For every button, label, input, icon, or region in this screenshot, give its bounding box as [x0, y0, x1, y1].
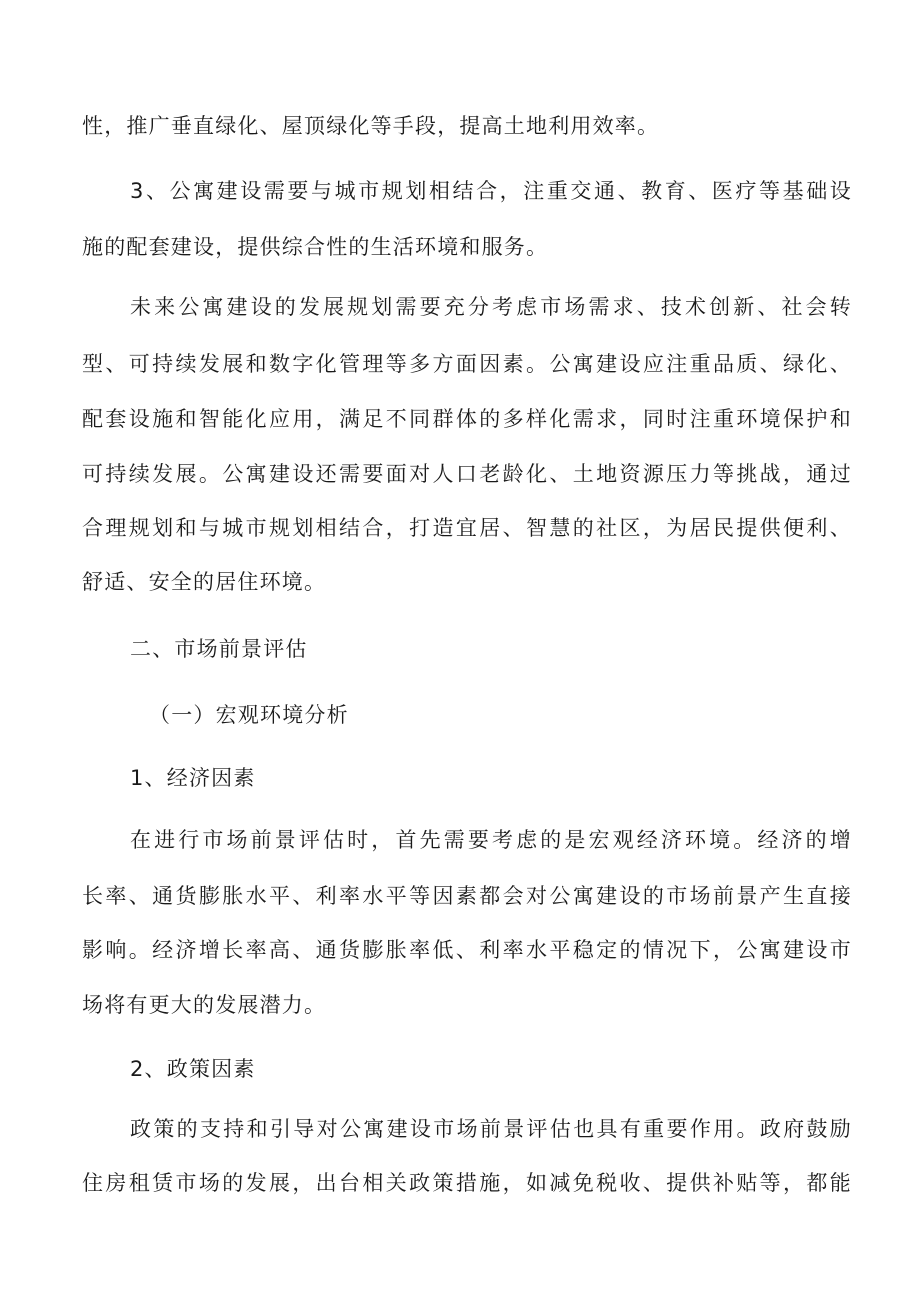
paragraph-line: 配套设施和智能化应用，满足不同群体的多样化需求，同时注重环境保护和: [82, 407, 852, 431]
paragraph-line: 未来公寓建设的发展规划需要充分考虑市场需求、技术创新、社会转: [130, 295, 852, 319]
paragraph-line: 影响。经济增长率高、通货膨胀率低、利率水平稳定的情况下，公寓建设市: [82, 938, 852, 962]
paragraph-line: 性，推广垂直绿化、屋顶绿化等手段，提高土地利用效率。: [82, 114, 660, 138]
paragraph-line: 长率、通货膨胀水平、利率水平等因素都会对公寓建设的市场前景产生直接: [82, 884, 852, 908]
paragraph-line: 场将有更大的发展潜力。: [82, 993, 327, 1017]
paragraph-line: 合理规划和与城市规划相结合，打造宜居、智慧的社区，为居民提供便利、: [82, 516, 852, 540]
subsection-heading: （一）宏观环境分析: [149, 703, 349, 727]
paragraph-line: 在进行市场前景评估时，首先需要考虑的是宏观经济环境。经济的增: [130, 828, 852, 852]
section-heading: 二、市场前景评估: [130, 637, 308, 661]
paragraph-line: 政策的支持和引导对公寓建设市场前景评估也具有重要作用。政府鼓励: [130, 1117, 852, 1141]
paragraph-line: 型、可持续发展和数字化管理等多方面因素。公寓建设应注重品质、绿化、: [82, 352, 852, 376]
item-heading: 2、政策因素: [130, 1057, 256, 1081]
paragraph-line: 3、公寓建设需要与城市规划相结合，注重交通、教育、医疗等基础设: [130, 179, 852, 203]
item-heading: 1、经济因素: [130, 766, 256, 790]
paragraph-line: 舒适、安全的居住环境。: [82, 570, 327, 594]
paragraph-line: 住房租赁市场的发展，出台相关政策措施，如减免税收、提供补贴等，都能: [82, 1171, 852, 1195]
paragraph-line: 施的配套建设，提供综合性的生活环境和服务。: [82, 235, 549, 259]
paragraph-line: 可持续发展。公寓建设还需要面对人口老龄化、土地资源压力等挑战，通过: [82, 462, 852, 486]
